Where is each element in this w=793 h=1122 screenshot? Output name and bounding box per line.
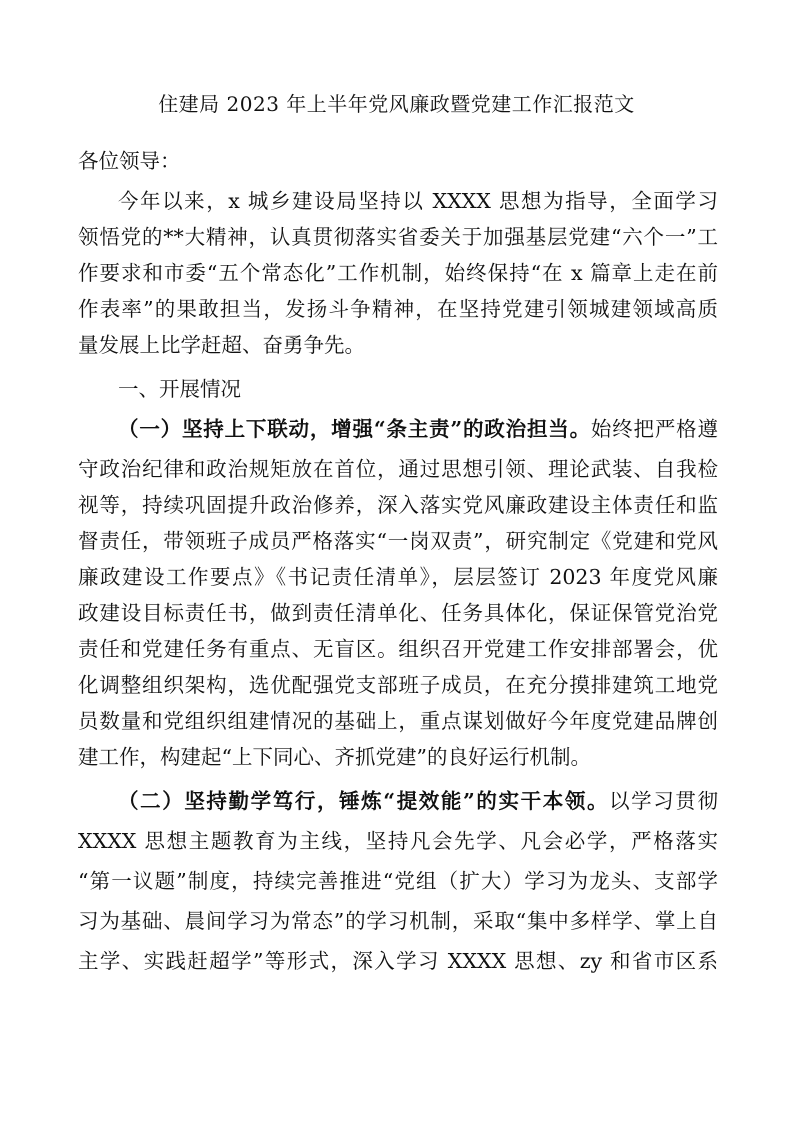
intro-line: 今年以来，x 城乡建设局坚持以 XXXX 思想为指导，全面学习 [118, 189, 718, 213]
subsection-1-line: 化调整组织架构，选优配强党支部班子成员，在充分摸排建筑工地党 [78, 673, 718, 697]
intro-line: 作要求和市委“五个常态化”工作机制，始终保持“在 x 篇章上走在前 [78, 261, 718, 285]
subsection-2-line: 习为基础、晨间学习为常态”的学习机制，采取“集中多样学、掌上自 [78, 909, 718, 933]
subsection-2-line: XXXX 思想主题教育为主线，坚持凡会先学、凡会必学，严格落实 [78, 829, 718, 853]
intro-line: 领悟党的**大精神，认真贯彻落实省委关于加强基层党建“六个一”工 [78, 225, 718, 249]
subsection-1-line: 政建设目标责任书，做到责任清单化、任务具体化，保证保管党治党 [78, 601, 718, 625]
subsection-1-first-line [118, 411, 718, 447]
subsection-2-line: “第一议题”制度，持续完善推进“党组（扩大）学习为龙头、支部学 [78, 869, 718, 893]
subsection-2-line: 主学、实践赶超学”等形式，深入学习 XXXX 思想、zy 和省市区系 [78, 949, 718, 973]
intro-line: 量发展上比学赶超、奋勇争先。 [78, 333, 365, 357]
subsection-2-heading: （二）坚持勤学笃行，锤炼“提效能”的实干本领。 [118, 789, 610, 813]
subsection-1-line: 建工作，构建起“上下同心、齐抓党建”的良好运行机制。 [78, 745, 591, 769]
subsection-1-first-line-rest: 始终把严格遵 [590, 417, 718, 441]
subsection-2-first-line-rest: 以学习贯彻 [609, 789, 718, 813]
subsection-1-line: 员数量和党组织组建情况的基础上，重点谋划做好今年度党建品牌创 [78, 709, 718, 733]
subsection-1-line: 视等，持续巩固提升政治修养，深入落实党风廉政建设主体责任和监 [78, 493, 718, 517]
intro-line: 作表率”的果敢担当，发扬斗争精神，在坚持党建引领城建领域高质 [78, 297, 718, 321]
subsection-2-first-line [118, 783, 718, 819]
subsection-1-line: 廉政建设工作要点》《书记责任清单》，层层签订 2023 年度党风廉 [78, 565, 718, 589]
subsection-1-heading: （一）坚持上下联动，增强“条主责”的政治担当。 [118, 417, 591, 441]
salutation: 各位领导： [78, 149, 181, 173]
subsection-1-line: 责任和党建任务有重点、无盲区。组织召开党建工作安排部署会，优 [78, 637, 718, 661]
subsection-1-line: 督责任，带领班子成员严格落实“一岗双责”，研究制定《党建和党风 [78, 529, 718, 553]
subsection-1-line: 守政治纪律和政治规矩放在首位，通过思想引领、理论武装、自我检 [78, 457, 718, 481]
section-heading: 一、开展情况 [118, 377, 241, 401]
document-title: 住建局 2023 年上半年党风廉政暨党建工作汇报范文 [158, 92, 635, 116]
